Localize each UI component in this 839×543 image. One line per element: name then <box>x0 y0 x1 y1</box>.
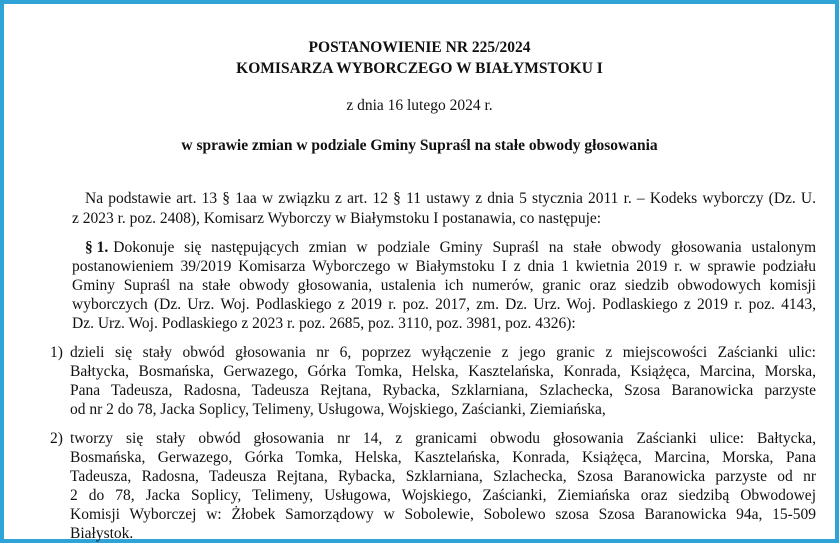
section-1-line: postanowieniem 39/2019 Komisarza Wyborczego w Białymstoku I z dnia 1 kwietnia 2019 r. w sprawie podziału <box>72 258 816 275</box>
section-1-line: wyborczych (Dz. Urz. Woj. Podlaskiego z 2019 r. poz. 2017, zm. Dz. Urz. Woj. Podlaskiego z 2019 r. poz. 4143, <box>72 296 816 313</box>
preamble-line: Na podstawie art. 13 § 1aa w związku z art. 12 § 11 ustawy z dnia 5 stycznia 2011 r. – Kodeks wyborczy (Dz. U. <box>85 190 816 207</box>
section-1-line: Dz. Urz. Woj. Podlaskiego z 2023 r. poz. 2685, poz. 3110, poz. 3981, poz. 4326): <box>72 315 576 332</box>
preamble-line: z 2023 r. poz. 2408), Komisarz Wyborczy w Białymstoku I postanawia, co następuje: <box>72 210 602 227</box>
item-1-line: Bałtycka, Bosmańska, Gerwazego, Górka Tomka, Helska, Kasztelańska, Konrada, Książęca, Marcina, Morska, <box>70 363 816 380</box>
section-1-line: Gminy Supraśl na stałe obwody głosowania, ustalenia ich numerów, granic oraz siedzib obwodowych komisji <box>72 277 816 294</box>
item-2-line: tworzy się stały obwód głosowania nr 14, z granicami obwodu głosowania Zaścianki ulice: Bałtycka, <box>70 430 816 447</box>
item-1-line: dzieli się stały obwód głosowania nr 6, poprzez wyłączenie z jego granic z miejscowości Zaścianki ulic: <box>70 344 816 361</box>
item-number: 2) <box>50 430 63 447</box>
document-title-line2: KOMISARZA WYBORCZEGO W BIAŁYMSTOKU I <box>236 60 603 77</box>
item-2-line: Komisji Wyborczej w: Żłobek Samorządowy w Sobolewie, Sobolewo szosa Szosa Baranowicka 94a, 15-509 <box>70 506 816 523</box>
section-1-text: Dokonuje się następujących zmian w podziale Gminy Supraśl na stałe obwody głosowania ustalonym <box>113 239 816 256</box>
document-subject: w sprawie zmian w podziale Gminy Supraśl na stałe obwody głosowania <box>181 137 658 154</box>
item-2-line: 2 do 78, Jacka Soplicy, Telimeny, Usługowa, Wojskiego, Zaścianki, Ziemiańska oraz siedzibą Obwodowej <box>70 487 816 504</box>
item-1-line: Pana Tadeusza, Radosna, Tadeusza Rejtana, Rybacka, Szklarniana, Szlachecka, Szosa Baranowicka parzyste <box>70 382 816 399</box>
section-marker: § 1. <box>85 239 109 256</box>
item-2-line: Bosmańska, Gerwazego, Górka Tomka, Helska, Kasztelańska, Konrada, Książęca, Marcina, Morska, Pana <box>70 449 816 466</box>
section-1-first-line <box>72 238 816 257</box>
document-date: z dnia 16 lutego 2024 r. <box>346 97 493 114</box>
item-2-line: Białystok. <box>70 525 134 542</box>
item-2-line: Tadeusza, Radosna, Tadeusza Rejtana, Rybacka, Szklarniana, Szlachecka, Szosa Baranowicka parzyste od nr <box>70 468 816 485</box>
item-1-line: od nr 2 do 78, Jacka Soplicy, Telimeny, Usługowa, Wojskiego, Zaścianki, Ziemiańska, <box>70 401 606 418</box>
document-title-line1: POSTANOWIENIE NR 225/2024 <box>308 39 531 56</box>
item-number: 1) <box>50 344 63 361</box>
